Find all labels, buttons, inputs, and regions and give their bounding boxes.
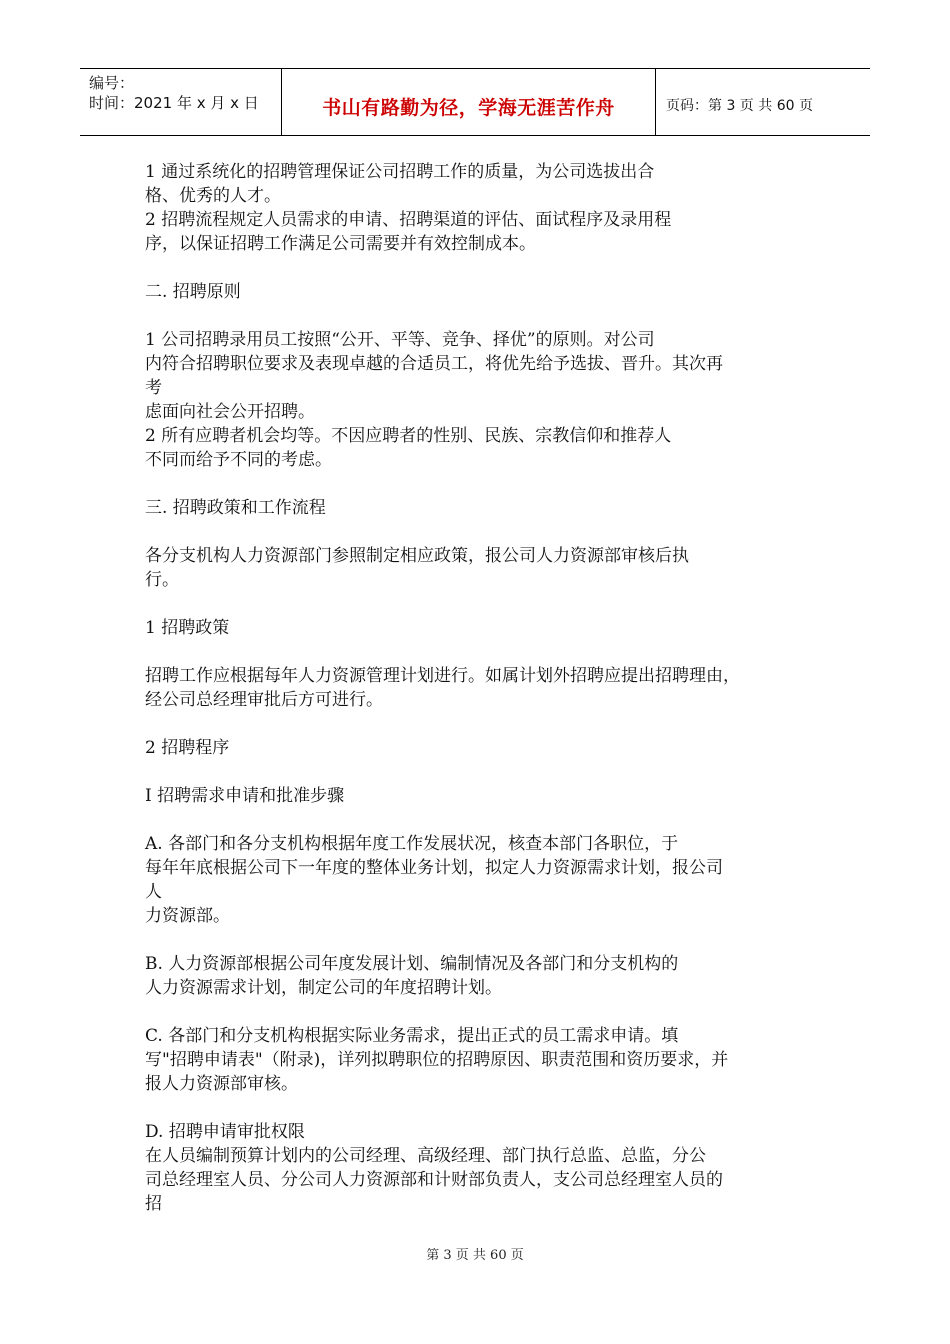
text-line: 报人力资源部审核。: [145, 1074, 298, 1094]
text-line: A. 各部门和各分支机构根据年度工作发展状况，核查本部门各职位，于: [145, 834, 679, 854]
text-line: 格、优秀的人才。: [145, 186, 281, 206]
document-number-label: 编号：: [89, 74, 135, 92]
text-line: 序，以保证招聘工作满足公司需要并有效控制成本。: [145, 234, 536, 254]
paragraph-gap: [145, 1096, 815, 1120]
text-line: 2 所有应聘者机会均等。不因应聘者的性别、民族、宗教信仰和推荐人: [145, 426, 672, 446]
text-line: 2 招聘流程规定人员需求的申请、招聘渠道的评估、面试程序及录用程: [145, 210, 672, 230]
header-meta: [80, 69, 282, 135]
paragraph-gap: [145, 256, 815, 280]
text-line: D. 招聘申请审批权限: [145, 1122, 305, 1142]
text-line: 二. 招聘原则: [145, 282, 241, 302]
header-page-info: 页码：第 3 页 共 60 页: [666, 98, 813, 114]
text-line: 写"招聘申请表"（附录)，详列拟聘职位的招聘原因、职责范围和资历要求，并: [145, 1050, 729, 1070]
header-motto: 书山有路勤为径，学海无涯苦作舟: [282, 69, 656, 135]
page-header: [80, 68, 870, 136]
paragraph-gap: [145, 640, 815, 664]
paragraph-gap: [145, 928, 815, 952]
text-line: 1 招聘政策: [145, 618, 230, 638]
paragraph-gap: [145, 592, 815, 616]
text-line: C. 各部门和分支机构根据实际业务需求，提出正式的员工需求申请。填: [145, 1026, 679, 1046]
text-line: 每年年底根据公司下一年度的整体业务计划，拟定人力资源需求计划，报公司: [145, 858, 723, 878]
text-line: 司总经理室人员、分公司人力资源部和计财部负责人，支公司总经理室人员的: [145, 1170, 723, 1190]
text-line: 经公司总经理审批后方可进行。: [145, 690, 383, 710]
document-body: [145, 160, 815, 1216]
paragraph-gap: [145, 472, 815, 496]
text-line: 力资源部。: [145, 906, 230, 926]
text-line: 1 公司招聘录用员工按照“公开、平等、竞争、择优”的原则。对公司: [145, 330, 655, 350]
text-line: 招聘工作应根据每年人力资源管理计划进行。如属计划外招聘应提出招聘理由，: [145, 666, 740, 686]
text-line: 招: [145, 1194, 162, 1214]
text-line: 1 通过系统化的招聘管理保证公司招聘工作的质量，为公司选拔出合: [145, 162, 655, 182]
paragraph-gap: [145, 304, 815, 328]
text-line: 虑面向社会公开招聘。: [145, 402, 315, 422]
paragraph-gap: [145, 1000, 815, 1024]
text-line: 内符合招聘职位要求及表现卓越的合适员工，将优先给予选拔、晋升。其次再: [145, 354, 723, 374]
text-line: 2 招聘程序: [145, 738, 230, 758]
paragraph-gap: [145, 808, 815, 832]
text-line: 各分支机构人力资源部门参照制定相应政策，报公司人力资源部审核后执: [145, 546, 689, 566]
text-line: 三. 招聘政策和工作流程: [145, 498, 326, 518]
text-line: I 招聘需求申请和批准步骤: [145, 786, 345, 806]
paragraph-gap: [145, 520, 815, 544]
text-line: 人: [145, 882, 162, 902]
text-line: 在人员编制预算计划内的公司经理、高级经理、部门执行总监、总监，分公: [145, 1146, 706, 1166]
text-line: 人力资源需求计划，制定公司的年度招聘计划。: [145, 978, 502, 998]
document-date: 时间：2021 年 x 月 x 日: [89, 94, 259, 112]
paragraph-gap: [145, 712, 815, 736]
text-line: 不同而给予不同的考虑。: [145, 450, 332, 470]
paragraph-gap: [145, 760, 815, 784]
text-line: 行。: [145, 570, 179, 590]
text-line: 考: [145, 378, 162, 398]
text-line: B. 人力资源部根据公司年度发展计划、编制情况及各部门和分支机构的: [145, 954, 679, 974]
page-footer: 第 3 页 共 60 页: [426, 1248, 524, 1263]
